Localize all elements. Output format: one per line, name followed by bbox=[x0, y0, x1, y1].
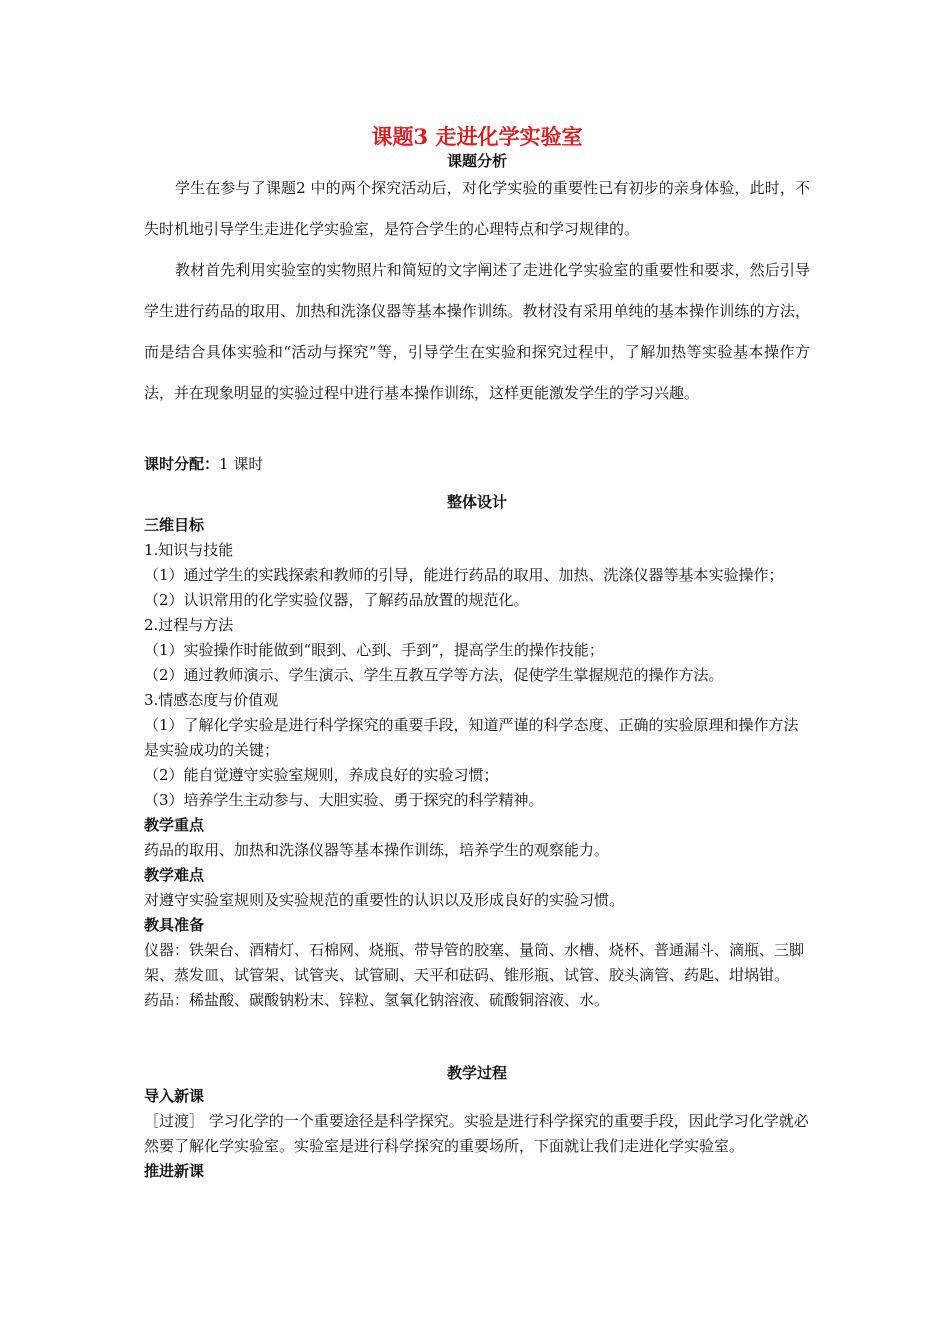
goal2-title: 2.过程与方法 bbox=[144, 616, 234, 634]
tools-heading: 教具准备 bbox=[144, 916, 205, 934]
goal3-item2: （2）能自觉遵守实验室规则，养成良好的实验习惯； bbox=[144, 766, 499, 784]
period-line bbox=[144, 452, 810, 477]
tools-instruments: 仪器：铁架台、酒精灯、石棉网、烧瓶、带导管的胶塞、量筒、水槽、烧杯、普通漏斗、滴瓶、三脚架、蒸发皿、试管架、试管夹、试管刷、天平和砝码、锥形瓶、试管、胶头滴管、药匙、坩埚钳。 bbox=[144, 941, 805, 984]
process-section bbox=[144, 1084, 810, 1184]
difficulty-text: 对遵守实验室规则及实验规范的重要性的认识以及形成良好的实验习惯。 bbox=[144, 891, 625, 909]
goals-heading: 三维目标 bbox=[144, 516, 205, 534]
advance-heading: 推进新课 bbox=[144, 1162, 205, 1180]
process-heading: 教学过程 bbox=[446, 1064, 507, 1082]
goal1-item1: （1）通过学生的实践探索和教师的引导，能进行药品的取用、加热、洗涤仪器等基本实验操作； bbox=[144, 566, 784, 584]
goal2-item1: （1）实验操作时能做到“眼到、心到、手到”，提高学生的操作技能； bbox=[144, 641, 604, 659]
page-title: 课题3 走进化学实验室 bbox=[371, 124, 583, 149]
intro-text: ［过渡］ 学习化学的一个重要途径是科学探究。实验是进行科学探究的重要手段，因此学习化学就必然要了解化学实验室。实验室是进行科学探究的重要场所，下面就让我们走进化学实验室。 bbox=[144, 1112, 809, 1155]
key-text: 药品的取用、加热和洗涤仪器等基本操作训练，培养学生的观察能力。 bbox=[144, 841, 610, 859]
goal2-item2: （2）通过教师演示、学生演示、学生互教互学等方法，促使学生掌握规范的操作方法。 bbox=[144, 666, 724, 684]
overall-design-heading: 整体设计 bbox=[446, 493, 507, 511]
intro-heading: 导入新课 bbox=[144, 1087, 205, 1105]
goal1-title: 1.知识与技能 bbox=[144, 541, 234, 559]
difficulty-heading: 教学难点 bbox=[144, 866, 205, 884]
tools-reagents: 药品：稀盐酸、碳酸钠粉末、锌粒、氢氧化钠溶液、硫酸铜溶液、水。 bbox=[144, 991, 610, 1009]
goal3-item1: （1）了解化学实验是进行科学探究的重要手段，知道严谨的科学态度、正确的实验原理和操作方法是实验成功的关键； bbox=[144, 716, 799, 759]
analysis-heading: 课题分析 bbox=[446, 152, 507, 170]
period-value: 1 课时 bbox=[219, 455, 264, 473]
period-label: 课时分配： bbox=[144, 455, 220, 473]
analysis-paragraph-2: 教材首先利用实验室的实物照片和简短的文字阐述了走进化学实验室的重要性和要求，然后引导学生进行药品的取用、加热和洗涤仪器等基本操作训练。教材没有采用单纯的基本操作训练的方法，而是结合具体实验和“活动与探究”等，引导学生在实验和探究过程中，了解加热等实验基本操作方法，并在现象明显的实验过程中进行基本操作训练，这样更能激发学生的学习兴趣。 bbox=[144, 261, 810, 402]
goal3-title: 3.情感态度与价值观 bbox=[144, 691, 279, 709]
key-heading: 教学重点 bbox=[144, 816, 205, 834]
analysis-paragraph-1: 学生在参与了课题2 中的两个探究活动后，对化学实验的重要性已有初步的亲身体验，此时，不失时机地引导学生走进化学实验室，是符合学生的心理特点和学习规律的。 bbox=[144, 179, 810, 238]
goal3-item3: （3）培养学生主动参与、大胆实验、勇于探究的科学精神。 bbox=[144, 791, 544, 809]
goals-section bbox=[144, 513, 810, 1013]
goal1-item2: （2）认识常用的化学实验仪器，了解药品放置的规范化。 bbox=[144, 591, 529, 609]
